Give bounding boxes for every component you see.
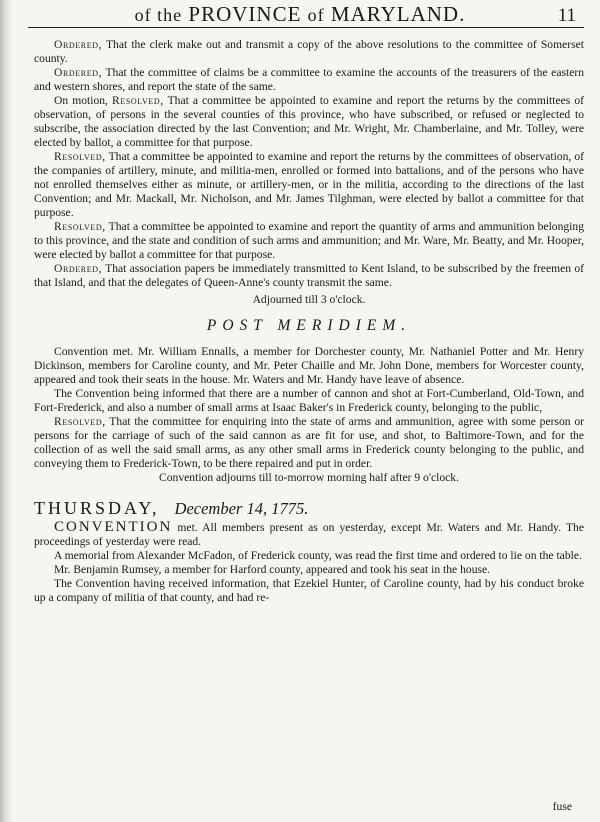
adjourned-line: Adjourned till 3 o'clock. [252, 293, 366, 306]
paragraph-ordered-kent-island: Ordered, That association papers be immediately transmitted to Kent Island, to be subscribed by the freemen of that Island, and that the delegates of Queen-Anne's county transmit the same. [34, 262, 584, 289]
paragraph-memorial: A memorial from Alexander McFadon, of Frederick county, was read the first time and ordered to lie on the table. [54, 549, 582, 562]
paragraph-cannon-informed: The Convention being informed that there are a number of cannon and shot at Fort-Cumberland, Old-Town, and Fort-Frederick, and also a number of small arms at Isaac Baker's in Frederick county, belonging to the public, [34, 387, 584, 414]
paragraph-ordered-copy: Ordered, That the clerk make out and transmit a copy of the above resolutions to the committee of Somerset county. [34, 38, 584, 65]
paragraph-resolved-carriage: Resolved, That the committee for enquiring into the state of arms and ammunition, agree with some person or persons for the carriage of such of the said cannon as are fit for use, and shot, to Baltimore-Town, and for the collection of as well the said small arms, as any other small arms in Frederick county belonging to the public, and conveying them to Frederick-Town, to be there repaired and put in order. [34, 415, 584, 470]
binding-shadow [0, 0, 12, 822]
document-body [34, 38, 584, 605]
paragraph-rumsey: Mr. Benjamin Rumsey, a member for Harford county, appeared and took his seat in the house. [54, 563, 491, 576]
catchword: fuse [552, 800, 572, 813]
paragraph-hunter: The Convention having received information, that Ezekiel Hunter, of Caroline county, had by his conduct broke up a company of militia of that county, and had re- [34, 577, 584, 604]
day-heading: THURSDAY, December 14, 1775. [34, 498, 309, 518]
paragraph-resolved-arms: Resolved, That a committee be appointed to examine and report the quantity of arms and ammunition belonging to this province, and the state and condition of such arms and ammunition; and Mr. Ware, Mr. Beatty, and Mr. Hooper, were elected by ballot a committee for that purpose. [34, 220, 584, 261]
header-province: PROVINCE [188, 2, 302, 26]
header-rule [28, 27, 584, 28]
paragraph-convention-met: Convention met. Mr. William Ennalls, a member for Dorchester county, Mr. Nathaniel Potter and Mr. Henry Dickinson, members for Caroline county, and Mr. Peter Chaille and Mr. John Done, members for Worcester county, appeared and took their seats in the house. Mr. Waters and Mr. Handy have leave of absence. [34, 345, 584, 386]
header-prefix: of the [134, 5, 183, 25]
header-of: of [307, 5, 325, 25]
running-title [0, 2, 600, 27]
adjourns-line: Convention adjourns till to-morrow morning half after 9 o'clock. [159, 471, 459, 484]
running-head [0, 2, 600, 28]
page-number: 11 [557, 5, 576, 26]
post-meridiem-heading: POST MERIDIEM. [206, 317, 412, 334]
paragraph-convention-thursday: CONVENTION met. All members present as on yesterday, except Mr. Waters and Mr. Handy. The proceedings of yesterday were read. [34, 519, 584, 548]
paragraph-ordered-claims: Ordered, That the committee of claims be a committee to examine the accounts of the treasurers of the eastern and western shores, and report the state of the same. [34, 66, 584, 93]
paragraph-resolved-association: On motion, Resolved, That a committee be appointed to examine and report the returns by the committees of observation, of persons in the several counties of this province, who have subscribed, or refused or neglected to subscribe, the association directed by the last Convention; and Mr. Wright, Mr. Chamberlaine, and Mr. Tolley, were elected by ballot, a committee for that purpose. [34, 94, 585, 149]
paragraph-resolved-militia: Resolved, That a committee be appointed to examine and report the returns by the committees of observation, of the companies of artillery, minute, and militia-men, enrolled or formed into battalions, and of the persons who have not enrolled themselves either as minute, or artillery-men, or in the militia, according to the directions of the last Convention; and Mr. Mackall, Mr. Nicholson, and Mr. James Tilghman, were elected by ballot a committee for that purpose. [34, 150, 584, 219]
header-maryland: MARYLAND. [330, 2, 466, 26]
